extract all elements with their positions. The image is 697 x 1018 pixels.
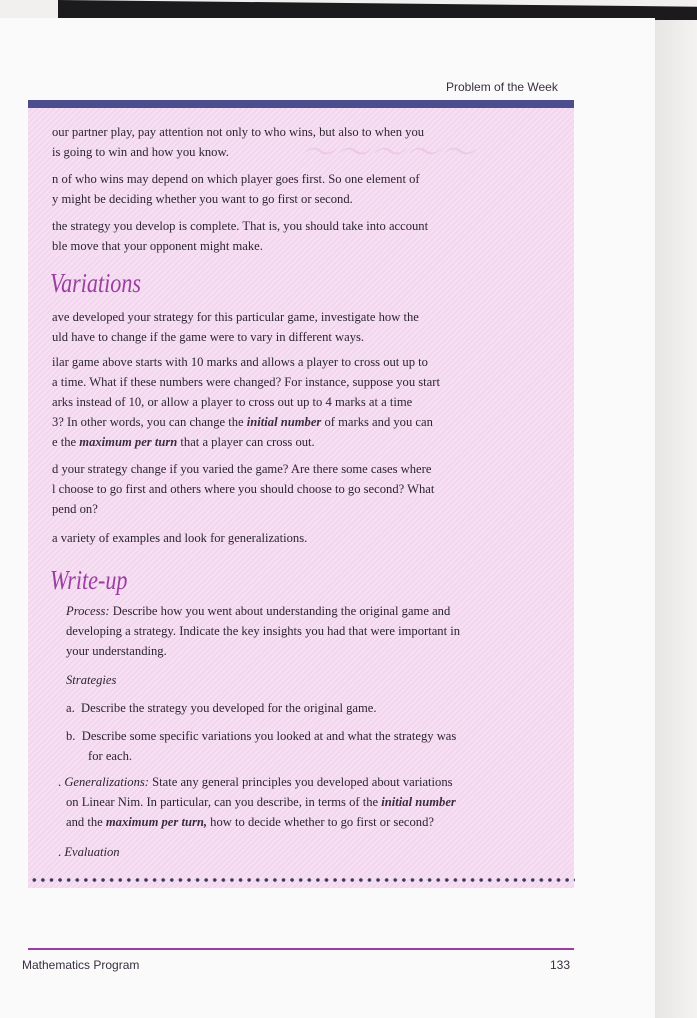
evaluation-item: . Evaluation: [58, 845, 120, 859]
variations-paragraph-4: a variety of examples and look for generalizations.: [52, 531, 308, 545]
maximum-per-turn-term: maximum per turn: [79, 435, 178, 449]
background-art: 〜〜〜〜〜: [300, 135, 475, 172]
initial-number-term: initial number: [246, 415, 322, 429]
running-header: Problem of the Week: [446, 80, 558, 94]
page-gutter: [655, 20, 697, 1018]
variations-heading: Variations: [50, 268, 142, 298]
footer-title: Mathematics Program: [22, 958, 140, 972]
variations-paragraph-1: ave developed your strategy for this particular game, investigate how the uld have to change if the game were to vary in different ways.: [52, 310, 419, 344]
intro-paragraph-1: our partner play, pay attention not only to who wins, but also to when you is going to win and how you know.: [52, 125, 425, 159]
page-number: 133: [550, 958, 571, 972]
strategy-item-a: a. Describe the strategy you developed for the original game.: [66, 701, 377, 715]
header-rule: [28, 100, 574, 108]
strategies-label: Strategies: [66, 673, 117, 687]
writeup-heading: Write-up: [50, 565, 128, 595]
strategy-item-b: b. Describe some specific variations you looked at and what the strategy was for each.: [66, 729, 457, 763]
footer-rule: [28, 948, 574, 950]
variations-paragraph-2: ilar game above starts with 10 marks and allows a player to cross out up to a time. What if these numbers were changed? For instance, suppose you start arks instead of 10, or allow a player to cross out up to 4 marks at a time 3? In other words, you can change the initial number of marks and you can e the maximum per turn that a player can cross out.: [52, 355, 440, 449]
process-paragraph: Process: Describe how you went about understanding the original game and developing a strategy. Indicate the key insights you had that were important in your understanding.: [66, 604, 461, 658]
generalizations-paragraph: . Generalizations: State any general principles you developed about variations on Linear Nim. In particular, can you describe, in terms of the initial number and the maximum per turn, how to decide whether to go first or second?: [58, 775, 456, 829]
intro-paragraph-2: n of who wins may depend on which player goes first. So one element of y might be deciding whether you want to go first or second.: [52, 172, 420, 206]
variations-paragraph-3: d your strategy change if you varied the game? Are there some cases where l choose to go first and others where you should choose to go second? What pend on?: [52, 462, 435, 516]
intro-paragraph-3: the strategy you develop is complete. That is, you should take into account ble move that your opponent might make.: [52, 219, 429, 253]
dotted-divider: [30, 876, 575, 884]
